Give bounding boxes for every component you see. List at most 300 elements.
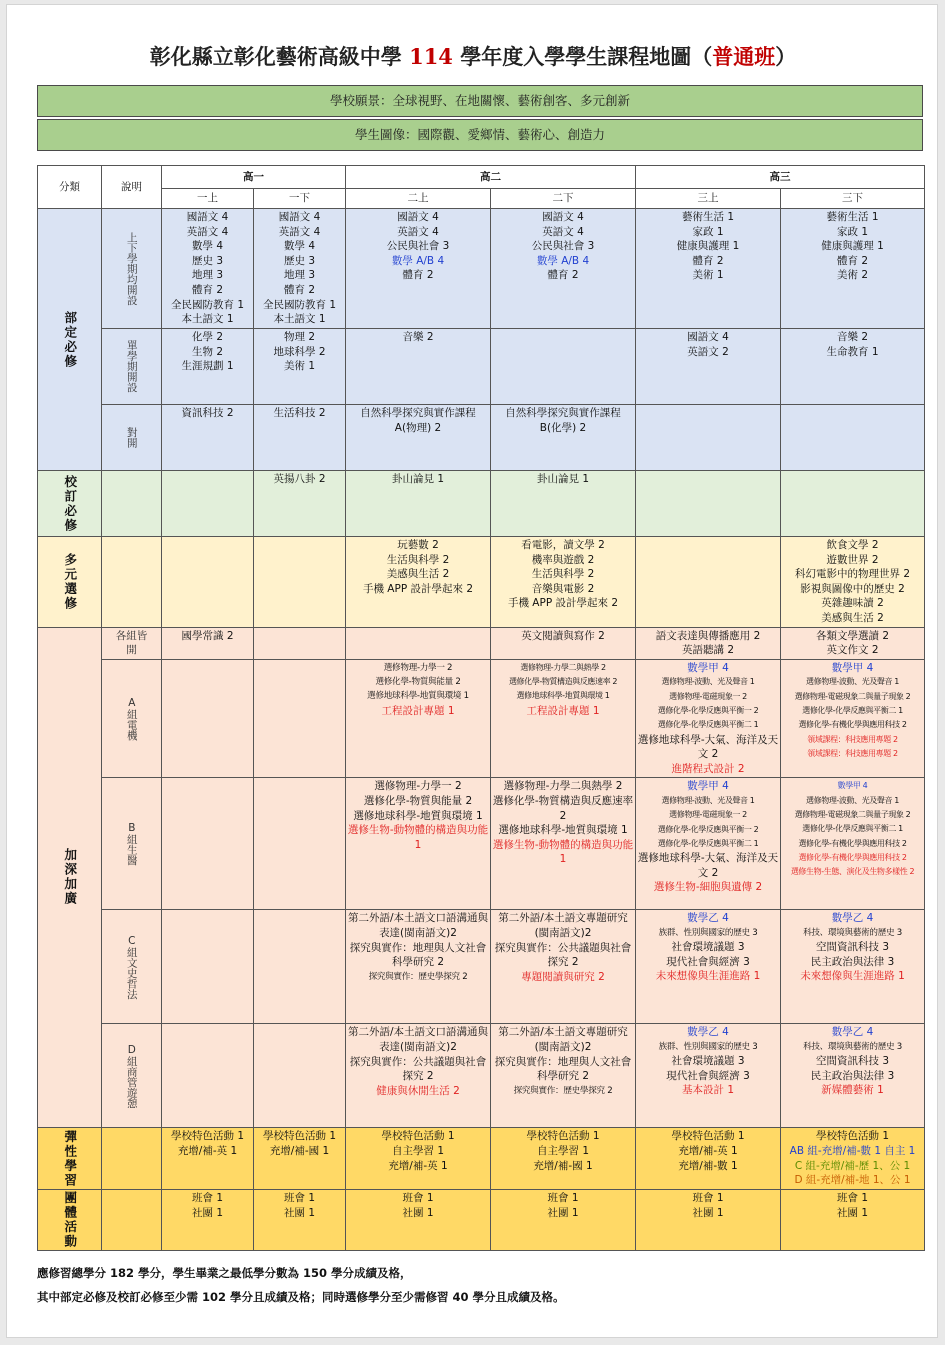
course-entry: 自然科學探究與實作課程	[505, 407, 621, 419]
course-entry: 社團 1	[836, 1206, 869, 1219]
course-cell	[491, 778, 636, 910]
course-cell	[346, 471, 491, 537]
course-cell	[781, 778, 925, 910]
course-entry: 全民國防教育 1	[262, 298, 337, 311]
course-entry: 學校特色活動 1	[262, 1130, 337, 1143]
course-cell	[346, 1128, 491, 1190]
course-entry: 選修生物-生態、演化及生物多樣性 2	[790, 867, 915, 877]
course-entry: 選修化學-化學反應與平衡一 2	[657, 824, 759, 834]
course-entry: 選修地球科學-地質與環境 1	[367, 691, 469, 702]
course-cell	[636, 778, 781, 910]
course-entry: 英文閱讀與寫作 2	[521, 629, 605, 642]
header-year: 高一	[162, 166, 346, 189]
course-entry: 英語文 4	[278, 225, 321, 238]
course-entry: 第二外語/本土語文口語溝通與表達(閩南語文)2	[347, 1026, 489, 1053]
row-description	[102, 910, 162, 1024]
course-cell	[254, 1024, 346, 1128]
section-label	[38, 1190, 102, 1251]
row-description	[102, 209, 162, 329]
course-cell	[254, 778, 346, 910]
course-entry: 英雜趣味讀 2	[821, 597, 884, 610]
section-label-text: 校訂必修	[62, 474, 78, 533]
course-entry: 本土語文 1	[273, 313, 326, 326]
course-entry: 語文表達與傳播應用 2	[655, 629, 761, 642]
section-label	[38, 1128, 102, 1190]
course-entry: 社團 1	[283, 1206, 316, 1219]
course-entry: 第二外語/本土語文口語溝通與表達(閩南語文)2	[347, 912, 489, 939]
course-entry: 充增/補-國 1	[533, 1159, 593, 1172]
course-entry: 選修物理-波動、光及聲音 1	[806, 795, 899, 805]
section-label	[38, 537, 102, 628]
course-cell	[254, 329, 346, 405]
course-entry: 卦山論見 1	[391, 473, 445, 485]
course-entry: 專題閱讀與研究 2	[521, 970, 605, 983]
course-cell	[491, 537, 636, 628]
course-entry: 英語文 4	[186, 225, 229, 238]
row-description	[102, 1128, 162, 1190]
course-cell	[491, 910, 636, 1024]
course-entry: 數學 A/B 4	[536, 254, 590, 267]
course-entry: 第二外語/本土語文專題研究(閩南語文)2	[498, 912, 628, 939]
course-entry: 美術 1	[283, 360, 316, 373]
student-portrait-band: 學生圖像：國際觀、愛鄉情、藝術心、創造力	[37, 119, 923, 151]
course-cell	[491, 659, 636, 778]
course-cell	[491, 1190, 636, 1251]
course-cell	[346, 329, 491, 405]
course-entry: 社團 1	[547, 1206, 579, 1219]
row-description-text: 對開	[125, 427, 138, 448]
course-entry: 數學甲 4	[687, 661, 729, 674]
header-semester: 三下	[781, 189, 925, 209]
course-entry: 未來想像與生涯進路 1	[800, 970, 905, 983]
course-cell	[254, 209, 346, 329]
course-cell	[636, 659, 781, 778]
course-entry: 體育 2	[692, 254, 724, 267]
course-entry: 學校特色活動 1	[815, 1130, 890, 1143]
course-entry: 玩藝數 2	[397, 539, 439, 551]
curriculum-table	[37, 165, 924, 1251]
footnote-credits: 應修習總學分 182 學分，學生畢業之最低學分數為 150 學分成績及格，	[37, 1266, 412, 1280]
section-label	[38, 209, 102, 471]
course-entry: 族群、性別與國家的歷史 3	[658, 1041, 758, 1052]
course-cell	[346, 209, 491, 329]
section-label-text: 團體活動	[62, 1191, 78, 1250]
course-entry: 社團 1	[402, 1206, 434, 1219]
section-row-school	[38, 471, 925, 537]
course-entry: 探究與實作：地理與人文社會科學研究 2	[349, 941, 487, 969]
row-description	[102, 471, 162, 537]
course-cell	[162, 1190, 254, 1251]
row-description-text: A組電機	[125, 696, 138, 741]
section-row-adv	[38, 627, 925, 659]
course-entry: 選修化學-物質與能量 2	[363, 794, 473, 807]
course-entry: 探究與實作：公共議題與社會探究 2	[494, 941, 632, 969]
row-description	[102, 778, 162, 910]
course-cell	[636, 537, 781, 628]
course-cell	[491, 329, 636, 405]
course-entry: 國語文 4	[542, 211, 584, 223]
course-cell	[781, 1128, 925, 1190]
course-entry: 公民與社會 3	[386, 240, 450, 253]
row-description	[102, 627, 162, 659]
course-cell	[781, 1190, 925, 1251]
course-entry: 選修地球科學-大氣、海洋及天文 2	[637, 852, 779, 879]
course-entry: 藝術生活 1	[826, 211, 879, 223]
course-entry: 選修地球科學-地質與環境 1	[353, 809, 483, 822]
course-entry: 社團 1	[191, 1206, 224, 1219]
section-label-text: 部定必修	[62, 310, 78, 369]
course-entry: 體育 2	[283, 283, 316, 296]
course-entry: 選修生物-細胞與遺傳 2	[653, 881, 763, 894]
course-entry: 探究與實作：公共議題與社會探究 2	[349, 1055, 487, 1083]
section-row-flex	[38, 1128, 925, 1190]
course-entry: 選修物理-力學二與熱學 2	[503, 780, 623, 793]
course-entry: 各類文學選讀 2	[815, 629, 890, 642]
course-cell	[781, 910, 925, 1024]
section-label	[38, 627, 102, 1128]
course-entry: 藝術生活 1	[681, 211, 735, 223]
course-entry: 選修地球科學-地質與環境 1	[516, 691, 610, 701]
course-entry: 公民與社會 3	[531, 240, 595, 253]
page-title	[7, 41, 938, 71]
course-entry: 選修物理-波動、光及聲音 1	[806, 677, 899, 687]
course-entry: 化學 2	[191, 331, 224, 343]
course-entry: 生涯規劃 1	[181, 360, 234, 373]
section-row-multi	[38, 537, 925, 628]
course-entry: 健康與護理 1	[821, 240, 884, 253]
section-label-text: 彈性學習	[62, 1129, 78, 1188]
course-entry: 選修化學-物質構造與反應速率 2	[508, 677, 618, 687]
course-entry: 選修化學-化學反應與平衡一 2	[657, 705, 759, 715]
section-label	[38, 471, 102, 537]
course-entry: 選修物理-力學一 2	[383, 662, 453, 673]
course-entry: 美術 2	[836, 269, 869, 282]
course-cell	[346, 627, 491, 659]
course-entry: 選修化學-有機化學與應用科技 2	[798, 720, 907, 730]
document-page	[6, 4, 938, 1338]
course-entry: 選修化學-物質與能量 2	[375, 677, 461, 688]
course-entry: 生活與科學 2	[531, 568, 595, 581]
course-entry: 影視與圖像中的歷史 2	[800, 582, 905, 595]
course-cell	[162, 1024, 254, 1128]
section-row-dept	[38, 405, 925, 471]
course-cell	[346, 910, 491, 1024]
row-description-text: B組生醫	[125, 822, 138, 866]
course-entry: 選修地球科學-大氣、海洋及天文 2	[637, 733, 779, 761]
course-entry: 生活與科學 2	[386, 553, 450, 566]
course-entry: 選修生物-動物體的構造與功能 1	[492, 838, 634, 866]
course-entry: 生物 2	[191, 345, 224, 358]
course-entry: 國學常識 2	[181, 629, 234, 642]
course-cell	[162, 659, 254, 778]
course-entry: 族群、性別與國家的歷史 3	[658, 927, 758, 938]
course-cell	[491, 627, 636, 659]
course-entry: 充增/補-英 1	[388, 1159, 448, 1172]
course-entry: 選修物理-力學一 2	[374, 780, 462, 793]
course-entry: 數學乙 4	[831, 912, 874, 925]
course-entry: 自主學習 1	[391, 1144, 445, 1157]
row-description	[102, 329, 162, 405]
header-year: 高二	[346, 166, 636, 189]
course-cell	[162, 405, 254, 471]
course-entry: 歷史 3	[283, 254, 316, 267]
course-entry: 社會環境議題 3	[671, 1055, 745, 1068]
course-entry: 充增/補-英 1	[678, 1144, 738, 1157]
section-label-text: 多元選修	[62, 552, 78, 611]
course-cell	[254, 1128, 346, 1190]
course-entry: 選修地球科學-地質與環境 1	[498, 824, 628, 837]
course-cell	[162, 209, 254, 329]
course-entry: 地理 3	[191, 269, 224, 282]
course-entry: 現代社會與經濟 3	[666, 1069, 750, 1082]
course-entry: 數學甲 4	[837, 781, 868, 791]
course-entry: 全民國防教育 1	[170, 298, 245, 311]
course-cell	[346, 659, 491, 778]
course-entry: 物理 2	[283, 331, 316, 343]
course-entry: 選修物理-力學二與熱學 2	[520, 662, 606, 672]
course-cell	[781, 627, 925, 659]
course-entry: AB 組-充增/補-數 1 自主 1	[789, 1144, 916, 1157]
course-entry: 選修物理-電磁現象一 2	[669, 810, 747, 820]
course-cell	[781, 405, 925, 471]
header-semester: 二下	[491, 189, 636, 209]
course-cell	[254, 659, 346, 778]
course-cell	[781, 329, 925, 405]
course-entry: 卦山論見 1	[536, 473, 590, 485]
course-entry: 班會 1	[402, 1192, 434, 1205]
course-cell	[781, 1024, 925, 1128]
course-entry: 工程設計專題 1	[526, 704, 600, 717]
course-entry: 進階程式設計 2	[671, 762, 745, 775]
header-year: 高三	[636, 166, 925, 189]
course-cell	[254, 627, 346, 659]
course-cell	[254, 1190, 346, 1251]
course-entry: 數學 A/B 4	[391, 254, 445, 267]
course-entry: 數學 4	[283, 240, 316, 253]
course-entry: 美感與生活 2	[821, 611, 884, 624]
course-entry: 手機 APP 設計學起來 2	[362, 582, 474, 595]
course-entry: 國語文 4	[186, 211, 229, 223]
course-entry: 國語文 4	[687, 331, 729, 343]
row-description	[102, 1024, 162, 1128]
course-entry: 探究與實作：歷史學探究 2	[513, 1085, 613, 1096]
course-entry: D 組-充增/補-地 1、公 1	[794, 1174, 911, 1187]
course-entry: 看電影，讀文學 2	[521, 539, 605, 551]
course-entry: 數學甲 4	[831, 661, 874, 674]
course-cell	[781, 659, 925, 778]
course-entry: 歷史 3	[191, 254, 224, 267]
course-cell	[491, 1024, 636, 1128]
course-entry: 選修物理-波動、光及聲音 1	[661, 677, 755, 687]
section-row-adv	[38, 1024, 925, 1128]
course-cell	[346, 537, 491, 628]
header-semester: 一下	[254, 189, 346, 209]
course-entry: 選修化學-物質構造與反應速率 2	[492, 794, 634, 822]
section-row-adv	[38, 659, 925, 778]
title-close-paren: ）	[775, 44, 797, 69]
row-description-text: 單學期開設	[125, 340, 138, 393]
course-entry: 資訊科技 2	[181, 407, 234, 419]
school-vision-band: 學校願景：全球視野、在地關懷、藝術創客、多元創新	[37, 85, 923, 117]
course-entry: 體育 2	[547, 269, 579, 282]
course-entry: 英語文 4	[397, 225, 439, 238]
course-entry: 選修生物-動物體的構造與功能 1	[347, 824, 489, 851]
section-row-adv	[38, 778, 925, 910]
course-entry: 選修化學-化學反應與平衡二 1	[802, 705, 903, 715]
course-entry: 家政 1	[692, 225, 724, 238]
course-entry: 美感與生活 2	[386, 568, 450, 581]
course-cell	[491, 405, 636, 471]
course-entry: 學校特色活動 1	[170, 1130, 245, 1143]
course-cell	[254, 910, 346, 1024]
course-entry: 音樂與電影 2	[531, 582, 595, 595]
course-entry: 充增/補-英 1	[177, 1144, 238, 1157]
header-semester: 三上	[636, 189, 781, 209]
section-row-dept	[38, 209, 925, 329]
course-cell	[636, 1024, 781, 1128]
course-entry: 探究與實作：地理與人文社會科學研究 2	[494, 1055, 632, 1083]
course-entry: 第二外語/本土語文專題研究(閩南語文)2	[498, 1026, 628, 1053]
course-cell	[162, 329, 254, 405]
course-entry: 國語文 4	[278, 211, 321, 223]
course-cell	[346, 1024, 491, 1128]
course-entry: 英語聽講 2	[681, 644, 735, 657]
course-entry: 未來想像與生涯進路 1	[655, 970, 761, 983]
course-cell	[491, 209, 636, 329]
course-cell	[636, 910, 781, 1024]
course-entry: 選修物理-電磁現象二與量子現象 2	[794, 691, 911, 701]
course-entry: 學校特色活動 1	[671, 1130, 745, 1143]
course-entry: 基本設計 1	[681, 1084, 735, 1097]
course-cell	[254, 471, 346, 537]
course-entry: 生活科技 2	[273, 407, 326, 419]
curriculum-grid	[37, 165, 925, 1251]
course-entry: 手機 APP 設計學起來 2	[507, 597, 619, 610]
title-prefix: 彰化縣立彰化藝術高級中學	[149, 44, 410, 69]
title-year: 114	[409, 44, 453, 69]
course-entry: 本土語文 1	[181, 313, 234, 326]
course-entry: 科技、環境與藝術的歷史 3	[803, 1041, 902, 1052]
section-row-adv	[38, 910, 925, 1024]
course-entry: A(物理) 2	[394, 421, 442, 434]
course-entry: 民主政治與法律 3	[810, 955, 895, 968]
course-entry: 飲食文學 2	[826, 539, 879, 551]
course-entry: 體育 2	[836, 254, 869, 267]
course-cell	[162, 537, 254, 628]
course-cell	[254, 405, 346, 471]
course-entry: 社會環境議題 3	[671, 941, 745, 954]
course-cell	[162, 627, 254, 659]
header-semester: 一上	[162, 189, 254, 209]
course-cell	[636, 405, 781, 471]
row-description	[102, 1190, 162, 1251]
course-entry: 空間資訊科技 3	[815, 1055, 890, 1068]
course-entry: 班會 1	[191, 1192, 224, 1205]
course-entry: 現代社會與經濟 3	[666, 955, 750, 968]
course-entry: 遊數世界 2	[826, 553, 879, 566]
course-entry: 領域課程：科技應用專題 2	[807, 734, 898, 744]
row-description	[102, 659, 162, 778]
course-cell	[636, 627, 781, 659]
course-cell	[636, 1190, 781, 1251]
course-cell	[162, 910, 254, 1024]
course-entry: 班會 1	[692, 1192, 724, 1205]
row-description-text: C組文史哲法	[125, 934, 138, 1000]
footnote-requirements: 其中部定必修及校訂必修至少需 102 學分且成績及格；同時選修學分至少需修習 40 學分且成績及格。	[37, 1290, 565, 1304]
course-entry: 工程設計專題 1	[381, 704, 455, 717]
header-semester: 二上	[346, 189, 491, 209]
course-cell	[636, 471, 781, 537]
course-entry: 班會 1	[283, 1192, 316, 1205]
course-entry: 音樂 2	[836, 331, 869, 343]
header-category: 分類	[38, 166, 102, 209]
course-entry: 數學乙 4	[687, 912, 729, 925]
course-entry: 選修化學-化學反應與平衡二 1	[657, 720, 759, 730]
section-label-text: 加深加廣	[62, 848, 78, 907]
course-entry: C 組-充增/補-歷 1、公 1	[794, 1159, 911, 1172]
course-entry: 體育 2	[402, 269, 434, 282]
course-entry: 充增/補-國 1	[269, 1144, 330, 1157]
section-row-dept	[38, 329, 925, 405]
course-cell	[636, 329, 781, 405]
title-open-paren: （	[691, 44, 713, 69]
course-entry: 選修化學-有機化學與應用科技 2	[798, 852, 907, 862]
course-cell	[781, 471, 925, 537]
course-entry: B(化學) 2	[539, 421, 587, 434]
row-description-text: 上下學期均開設	[125, 231, 138, 306]
course-cell	[162, 1128, 254, 1190]
course-cell	[781, 209, 925, 329]
course-entry: 機率與遊戲 2	[531, 553, 595, 566]
course-entry: 選修物理-電磁現象一 2	[669, 691, 747, 701]
course-entry: 自主學習 1	[536, 1144, 590, 1157]
course-entry: 英語文 4	[542, 225, 584, 238]
row-description-text: D組商管遊憩	[125, 1043, 138, 1109]
course-cell	[162, 778, 254, 910]
course-entry: 充增/補-數 1	[678, 1159, 738, 1172]
course-entry: 數學 4	[191, 240, 224, 253]
course-entry: 探究與實作：歷史學探究 2	[368, 971, 468, 982]
course-cell	[254, 537, 346, 628]
course-entry: 科技、環境與藝術的歷史 3	[803, 927, 902, 938]
course-cell	[636, 1128, 781, 1190]
course-entry: 自然科學探究與實作課程	[360, 407, 476, 419]
course-entry: 美術 1	[692, 269, 724, 282]
course-cell	[491, 1128, 636, 1190]
course-entry: 選修化學-有機化學與應用科技 2	[798, 838, 907, 848]
course-entry: 生命教育 1	[826, 345, 879, 358]
course-entry: 選修物理-波動、光及聲音 1	[661, 795, 755, 805]
course-entry: 英揚八卦 2	[273, 473, 326, 485]
course-entry: 數學乙 4	[831, 1026, 874, 1039]
row-description	[102, 537, 162, 628]
course-entry: 英文作文 2	[826, 644, 879, 657]
title-middle: 學年度入學學生課程地圖	[452, 44, 692, 69]
course-entry: 地理 3	[283, 269, 316, 282]
course-entry: 數學甲 4	[687, 780, 729, 793]
header-description: 說明	[102, 166, 162, 209]
course-entry: 健康與護理 1	[676, 240, 740, 253]
course-cell	[162, 471, 254, 537]
course-entry: 社團 1	[692, 1206, 724, 1219]
course-entry: 班會 1	[836, 1192, 869, 1205]
course-entry: 空間資訊科技 3	[815, 941, 890, 954]
course-entry: 領域課程：科技應用專題 2	[807, 748, 898, 758]
row-description-text: 各組皆開	[115, 629, 148, 657]
course-entry: 學校特色活動 1	[526, 1130, 600, 1143]
course-entry: 新媒體藝術 1	[821, 1084, 884, 1097]
course-entry: 體育 2	[191, 283, 224, 296]
